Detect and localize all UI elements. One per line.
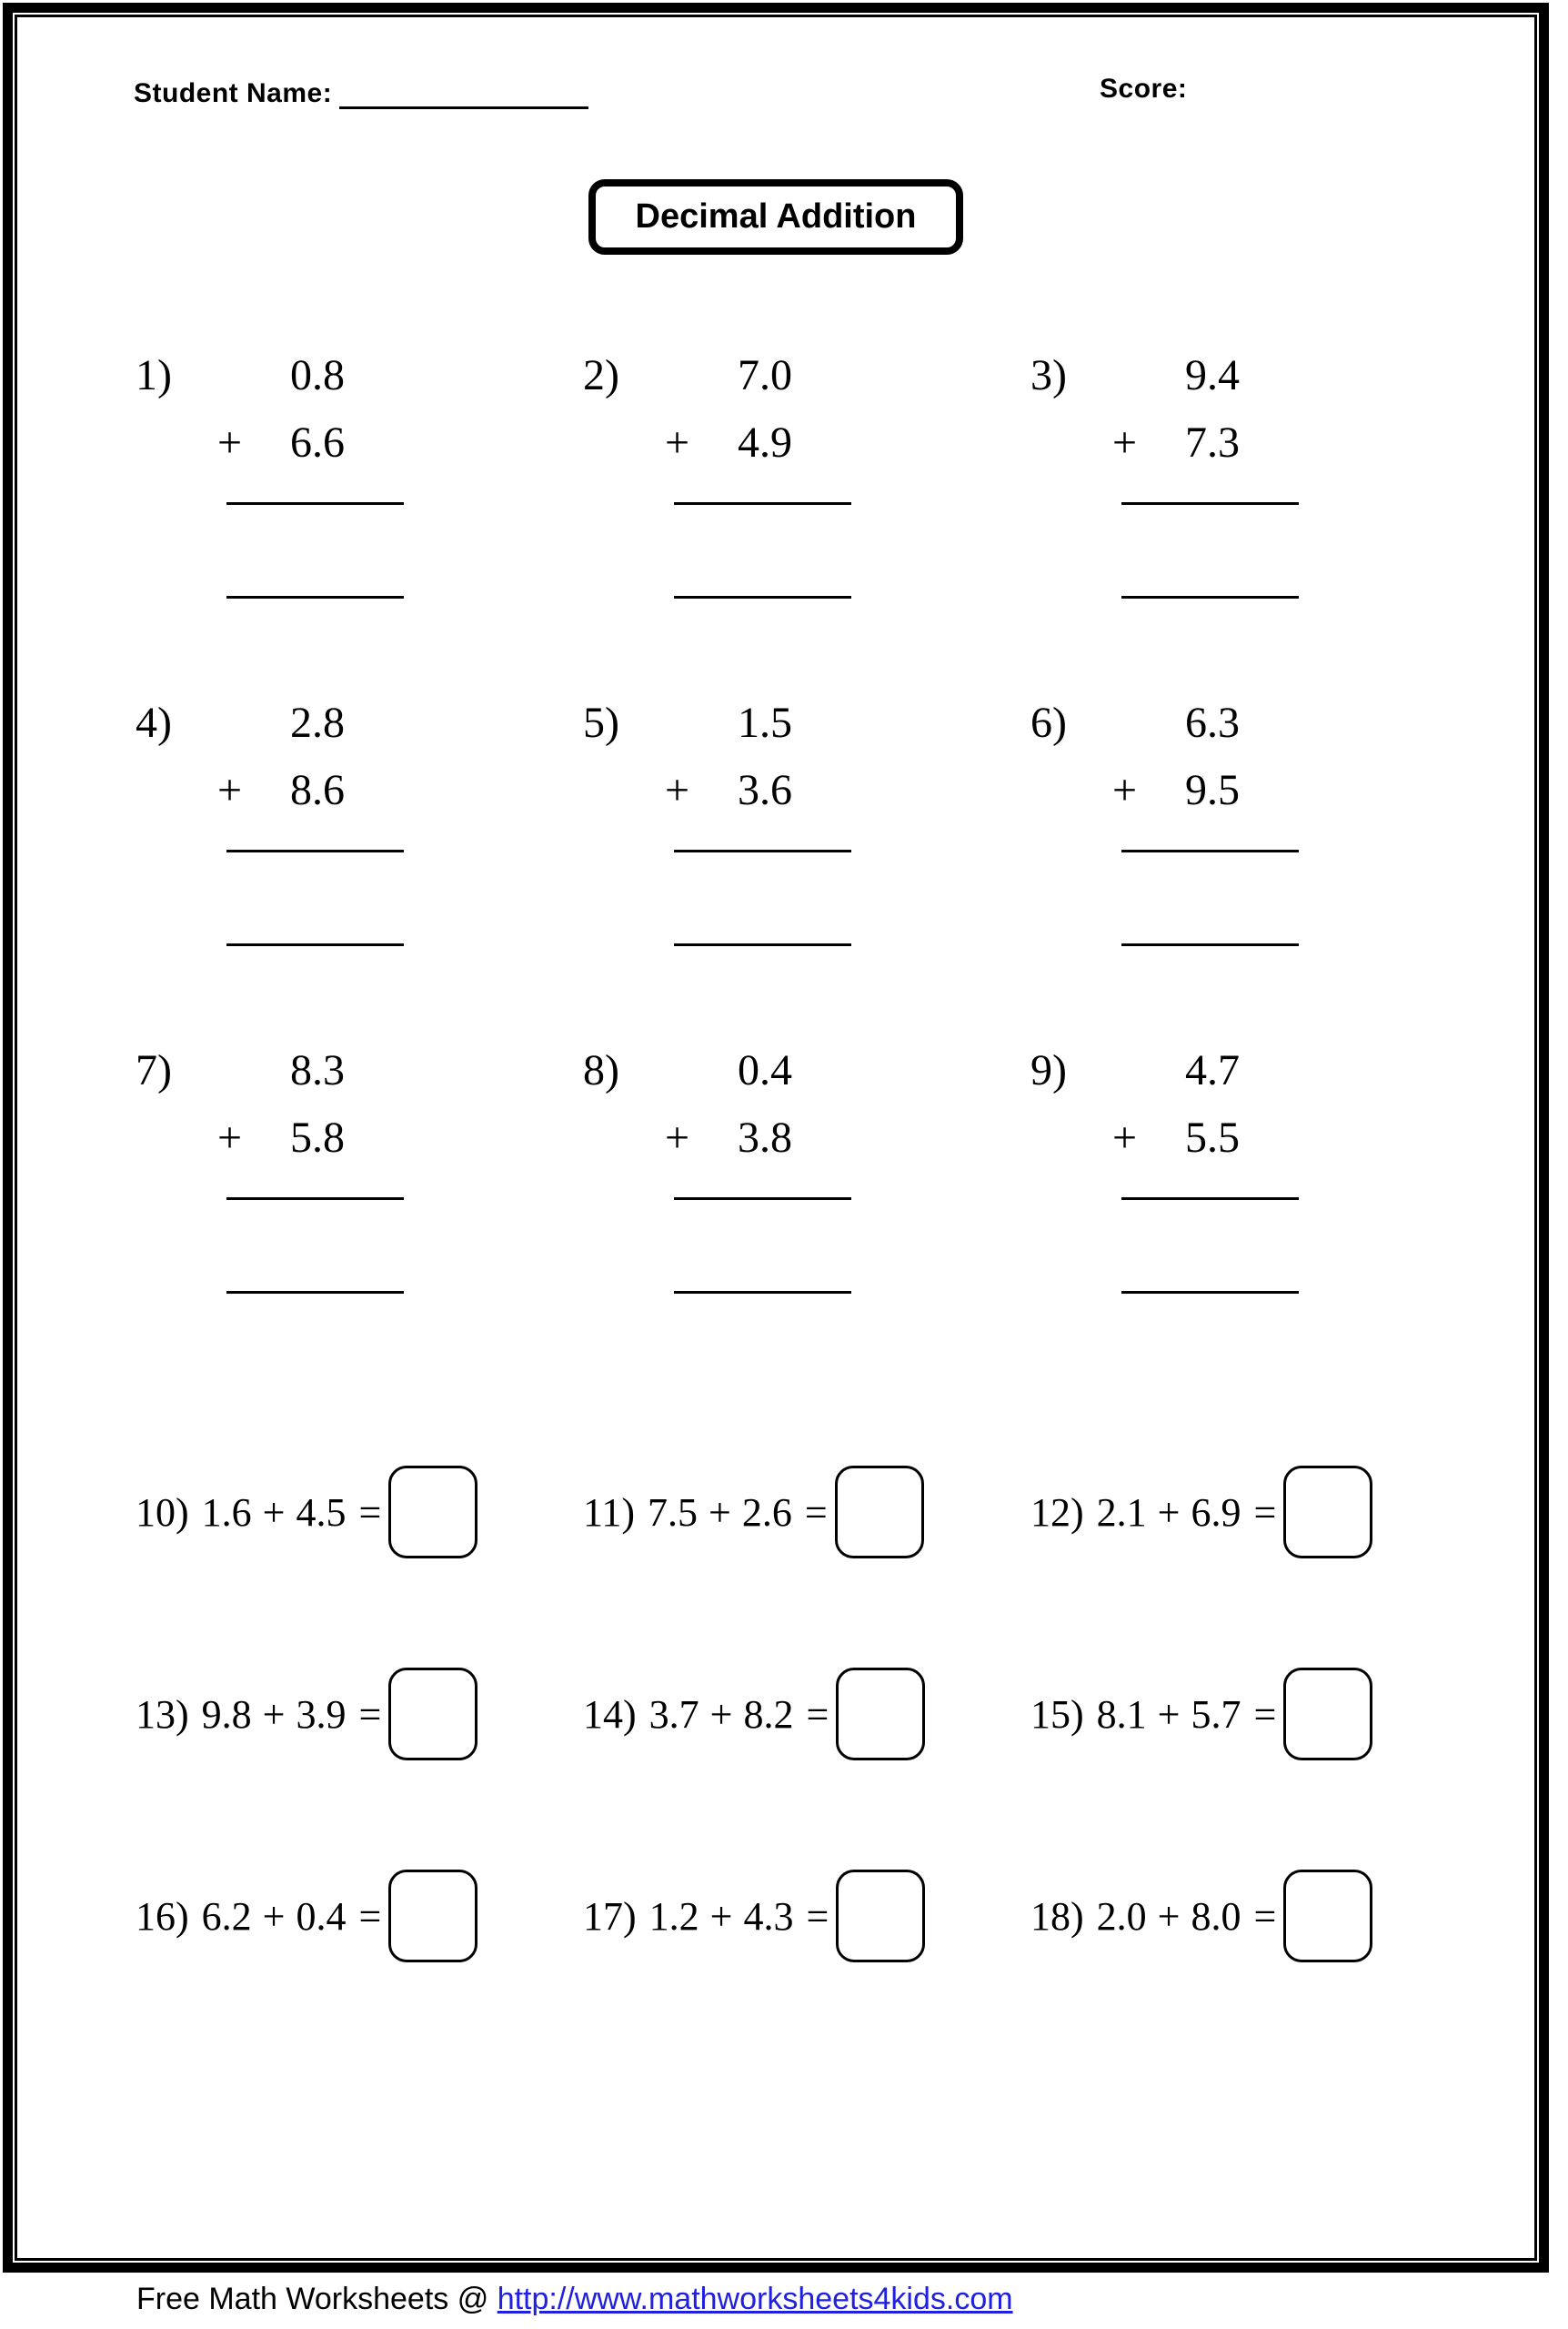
top-operand: 9.4 (1185, 351, 1240, 399)
operand-b: 4.3 (743, 1893, 794, 1939)
equation-problem-11 (583, 1467, 1030, 1558)
operand-a: 2.0 (1096, 1893, 1147, 1939)
answer-line[interactable] (1121, 850, 1299, 852)
page-border-inner-line (15, 15, 1537, 2261)
answer-line[interactable] (674, 502, 851, 505)
operand-b: 4.5 (296, 1489, 347, 1535)
operand-a: 2.1 (1096, 1489, 1147, 1535)
answer-line[interactable] (1121, 943, 1299, 946)
answer-line[interactable] (1121, 1291, 1299, 1294)
equals-sign: = (806, 1691, 829, 1737)
plus-sign: + (1112, 766, 1138, 814)
operand-a: 9.8 (201, 1691, 252, 1737)
operand-a: 3.7 (648, 1691, 699, 1737)
plus-sign: + (1157, 1489, 1181, 1535)
answer-line[interactable] (674, 1291, 851, 1294)
answer-line[interactable] (674, 596, 851, 599)
operand-b: 3.9 (296, 1691, 347, 1737)
page-border-frame (3, 3, 1549, 2273)
student-name-blank-line[interactable] (339, 74, 588, 109)
plus-sign: + (709, 1691, 733, 1737)
answer-line[interactable] (226, 850, 404, 852)
bottom-operand: 4.9 (738, 418, 792, 467)
answer-line[interactable] (226, 943, 404, 946)
answer-line[interactable] (226, 596, 404, 599)
problem-number: 4) (136, 699, 172, 747)
plus-sign: + (262, 1893, 286, 1939)
answer-line[interactable] (674, 943, 851, 946)
problem-number: 18) (1030, 1893, 1084, 1939)
equation-problem-18 (1030, 1870, 1534, 1961)
answer-box[interactable] (1283, 1870, 1372, 1962)
equation-problem-14 (583, 1669, 1030, 1759)
problem-number: 2) (583, 351, 619, 399)
problem-number: 6) (1030, 699, 1067, 747)
operand-a: 6.2 (201, 1893, 252, 1939)
plus-sign: + (217, 766, 243, 814)
bottom-operand: 8.6 (290, 766, 345, 814)
plus-sign: + (217, 418, 243, 467)
problem-number: 5) (583, 699, 619, 747)
problem-number: 1) (136, 351, 172, 399)
worksheet-title: Decimal Addition (588, 179, 964, 255)
top-operand: 6.3 (1185, 699, 1240, 747)
equation-problems-grid (17, 1467, 1534, 1961)
equals-sign: = (358, 1489, 382, 1535)
answer-line[interactable] (226, 502, 404, 505)
title-container (17, 179, 1534, 255)
plus-sign: + (1157, 1691, 1181, 1737)
operand-a: 8.1 (1096, 1691, 1147, 1737)
top-operand: 1.5 (738, 699, 792, 747)
answer-box[interactable] (1283, 1466, 1372, 1558)
score-label: Score: (1100, 74, 1188, 104)
problem-number: 3) (1030, 351, 1067, 399)
footer-text: Free Math Worksheets @ (136, 2282, 489, 2316)
equation-problem-17 (583, 1870, 1030, 1961)
plus-sign: + (217, 1114, 243, 1162)
answer-box[interactable] (836, 1870, 925, 1962)
vertical-problem-5 (583, 690, 1030, 946)
plus-sign: + (665, 418, 690, 467)
equation-problem-10 (136, 1467, 583, 1558)
student-name-field (134, 74, 1534, 109)
problem-number: 12) (1030, 1489, 1084, 1535)
bottom-operand: 5.5 (1185, 1114, 1240, 1162)
equals-sign: = (806, 1893, 829, 1939)
problem-number: 9) (1030, 1046, 1067, 1094)
bottom-operand: 3.8 (738, 1114, 792, 1162)
plus-sign: + (1157, 1893, 1181, 1939)
top-operand: 8.3 (290, 1046, 345, 1094)
top-operand: 7.0 (738, 351, 792, 399)
plus-sign: + (665, 1114, 690, 1162)
answer-line[interactable] (1121, 1197, 1299, 1200)
plus-sign: + (1112, 1114, 1138, 1162)
top-operand: 0.4 (738, 1046, 792, 1094)
problem-number: 11) (583, 1489, 636, 1535)
answer-line[interactable] (226, 1291, 404, 1294)
equals-sign: = (358, 1893, 382, 1939)
answer-line[interactable] (674, 1197, 851, 1200)
answer-box[interactable] (388, 1466, 477, 1558)
equation-problem-13 (136, 1669, 583, 1759)
answer-box[interactable] (835, 1466, 924, 1558)
plus-sign: + (262, 1489, 286, 1535)
answer-line[interactable] (1121, 596, 1299, 599)
student-name-label: Student Name: (134, 78, 333, 108)
bottom-operand: 9.5 (1185, 766, 1240, 814)
operand-b: 2.6 (741, 1489, 792, 1535)
plus-sign: + (709, 1893, 733, 1939)
equation-problem-16 (136, 1870, 583, 1961)
footer-credit (136, 2282, 1013, 2317)
vertical-problem-4 (136, 690, 583, 946)
plus-sign: + (709, 1489, 731, 1535)
operand-b: 8.0 (1191, 1893, 1241, 1939)
operand-b: 5.7 (1191, 1691, 1241, 1737)
vertical-problem-1 (136, 342, 583, 599)
answer-line[interactable] (1121, 502, 1299, 505)
equals-sign: = (358, 1691, 382, 1737)
footer-link[interactable]: http://www.mathworksheets4kids.com (497, 2282, 1013, 2316)
vertical-problem-9 (1030, 1037, 1534, 1294)
answer-line[interactable] (226, 1197, 404, 1200)
vertical-problem-8 (583, 1037, 1030, 1294)
worksheet-header (134, 74, 1534, 114)
problem-number: 10) (136, 1489, 189, 1535)
answer-box[interactable] (836, 1668, 925, 1760)
vertical-problems-grid (17, 342, 1534, 1294)
operand-a: 1.2 (648, 1893, 699, 1939)
operand-b: 0.4 (296, 1893, 347, 1939)
operand-b: 8.2 (743, 1691, 794, 1737)
problem-number: 8) (583, 1046, 619, 1094)
equation-problem-12 (1030, 1467, 1534, 1558)
vertical-problem-3 (1030, 342, 1534, 599)
vertical-problem-7 (136, 1037, 583, 1294)
vertical-problem-2 (583, 342, 1030, 599)
bottom-operand: 6.6 (290, 418, 345, 467)
plus-sign: + (665, 766, 690, 814)
answer-box[interactable] (1283, 1668, 1372, 1760)
bottom-operand: 3.6 (738, 766, 792, 814)
top-operand: 0.8 (290, 351, 345, 399)
top-operand: 4.7 (1185, 1046, 1240, 1094)
equals-sign: = (804, 1489, 828, 1535)
equals-sign: = (1253, 1489, 1277, 1535)
problem-number: 17) (583, 1893, 637, 1939)
answer-box[interactable] (388, 1668, 477, 1760)
top-operand: 2.8 (290, 699, 345, 747)
plus-sign: + (1112, 418, 1138, 467)
answer-box[interactable] (388, 1870, 477, 1962)
answer-line[interactable] (674, 850, 851, 852)
operand-b: 6.9 (1191, 1489, 1241, 1535)
equals-sign: = (1253, 1893, 1277, 1939)
equation-problem-15 (1030, 1669, 1534, 1759)
operand-a: 1.6 (201, 1489, 252, 1535)
bottom-operand: 5.8 (290, 1114, 345, 1162)
operand-a: 7.5 (648, 1489, 699, 1535)
problem-number: 7) (136, 1046, 172, 1094)
problem-number: 13) (136, 1691, 189, 1737)
problem-number: 15) (1030, 1691, 1084, 1737)
problem-number: 14) (583, 1691, 637, 1737)
plus-sign: + (262, 1691, 286, 1737)
problem-number: 16) (136, 1893, 189, 1939)
equals-sign: = (1253, 1691, 1277, 1737)
vertical-problem-6 (1030, 690, 1534, 946)
bottom-operand: 7.3 (1185, 418, 1240, 467)
